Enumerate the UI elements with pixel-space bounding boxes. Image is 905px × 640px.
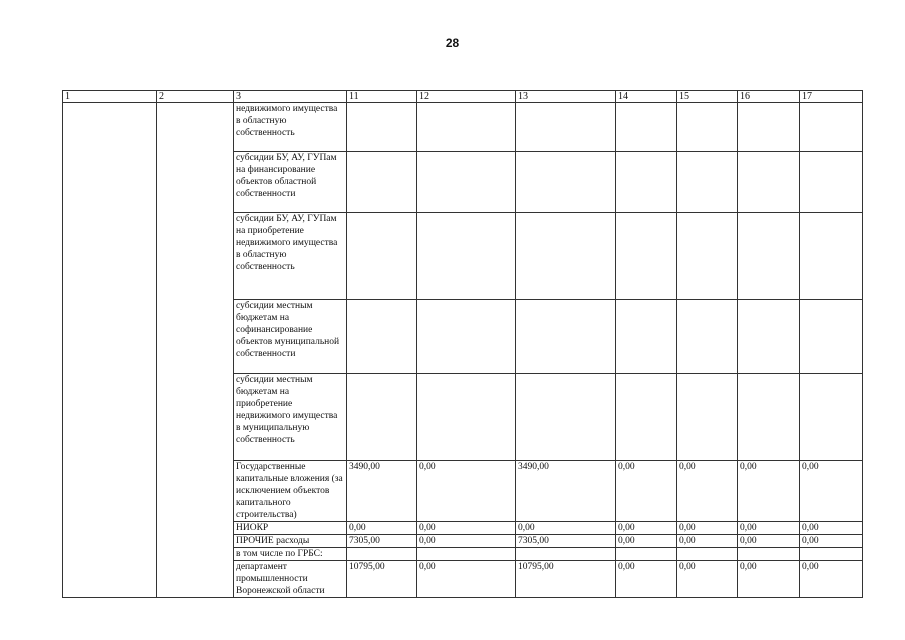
value-cell [738, 548, 800, 561]
value-cell: 0,00 [516, 522, 616, 535]
value-cell [800, 152, 863, 213]
value-cell: 0,00 [677, 522, 738, 535]
value-cell: 7305,00 [347, 535, 417, 548]
value-cell [347, 374, 417, 461]
value-cell: 0,00 [677, 535, 738, 548]
value-cell [738, 374, 800, 461]
row-label: департамент промышленности Воронежской области [234, 561, 347, 598]
value-cell [616, 374, 677, 461]
value-cell [616, 213, 677, 300]
value-cell [347, 103, 417, 152]
value-cell [417, 548, 516, 561]
value-cell: 10795,00 [516, 561, 616, 598]
row-group-cell-2 [157, 103, 234, 598]
value-cell [738, 300, 800, 374]
value-cell [516, 103, 616, 152]
value-cell: 0,00 [800, 522, 863, 535]
row-label: субсидии БУ, АУ, ГУПам на приобретение недвижимого имущества в областную собственность [234, 213, 347, 300]
value-cell [677, 374, 738, 461]
value-cell: 0,00 [616, 461, 677, 522]
value-cell [516, 548, 616, 561]
value-cell: 0,00 [417, 461, 516, 522]
value-cell [417, 103, 516, 152]
header-cell: 3 [234, 91, 347, 103]
value-cell [677, 548, 738, 561]
value-cell [347, 152, 417, 213]
value-cell [677, 300, 738, 374]
row-group-cell-1 [63, 103, 157, 598]
header-cell: 16 [738, 91, 800, 103]
value-cell: 3490,00 [347, 461, 417, 522]
value-cell [616, 152, 677, 213]
header-cell: 13 [516, 91, 616, 103]
header-cell: 14 [616, 91, 677, 103]
budget-table [62, 90, 863, 598]
value-cell [677, 103, 738, 152]
value-cell [738, 152, 800, 213]
row-label: в том числе по ГРБС: [234, 548, 347, 561]
value-cell [738, 213, 800, 300]
value-cell: 0,00 [417, 561, 516, 598]
value-cell: 0,00 [417, 522, 516, 535]
value-cell [516, 213, 616, 300]
value-cell [417, 300, 516, 374]
value-cell [800, 548, 863, 561]
value-cell: 0,00 [800, 461, 863, 522]
value-cell: 0,00 [677, 561, 738, 598]
value-cell: 0,00 [417, 535, 516, 548]
row-label: недвижимого имущества в областную собственность [234, 103, 347, 152]
value-cell: 0,00 [738, 561, 800, 598]
row-label: субсидии местным бюджетам на приобретение недвижимого имущества в муниципальную собственность [234, 374, 347, 461]
header-cell: 1 [63, 91, 157, 103]
value-cell [616, 548, 677, 561]
header-cell: 2 [157, 91, 234, 103]
value-cell: 0,00 [616, 561, 677, 598]
row-label: субсидии местным бюджетам на софинансирование объектов муниципальной собственности [234, 300, 347, 374]
header-cell: 17 [800, 91, 863, 103]
header-cell: 12 [417, 91, 516, 103]
value-cell: 0,00 [677, 461, 738, 522]
value-cell [616, 103, 677, 152]
value-cell [347, 548, 417, 561]
value-cell [800, 300, 863, 374]
value-cell [417, 213, 516, 300]
value-cell [516, 152, 616, 213]
value-cell: 3490,00 [516, 461, 616, 522]
value-cell [800, 374, 863, 461]
value-cell: 0,00 [616, 522, 677, 535]
header-cell: 15 [677, 91, 738, 103]
header-cell: 11 [347, 91, 417, 103]
value-cell [800, 213, 863, 300]
table-row [63, 103, 863, 152]
header-row [63, 91, 863, 103]
value-cell [347, 213, 417, 300]
value-cell: 0,00 [800, 561, 863, 598]
value-cell [516, 374, 616, 461]
value-cell [800, 103, 863, 152]
value-cell [516, 300, 616, 374]
value-cell: 0,00 [616, 535, 677, 548]
row-label: НИОКР [234, 522, 347, 535]
value-cell [738, 103, 800, 152]
row-label: субсидии БУ, АУ, ГУПам на финансирование объектов областной собственности [234, 152, 347, 213]
value-cell: 0,00 [738, 535, 800, 548]
value-cell: 0,00 [347, 522, 417, 535]
value-cell [417, 374, 516, 461]
value-cell: 10795,00 [347, 561, 417, 598]
value-cell: 7305,00 [516, 535, 616, 548]
value-cell [677, 152, 738, 213]
page-number: 28 [445, 36, 460, 50]
value-cell [616, 300, 677, 374]
value-cell: 0,00 [738, 522, 800, 535]
value-cell: 0,00 [738, 461, 800, 522]
value-cell: 0,00 [800, 535, 863, 548]
value-cell [677, 213, 738, 300]
value-cell [347, 300, 417, 374]
row-label: Государственные капитальные вложения (за исключением объектов капитального строительства) [234, 461, 347, 522]
value-cell [417, 152, 516, 213]
row-label: ПРОЧИЕ расходы [234, 535, 347, 548]
